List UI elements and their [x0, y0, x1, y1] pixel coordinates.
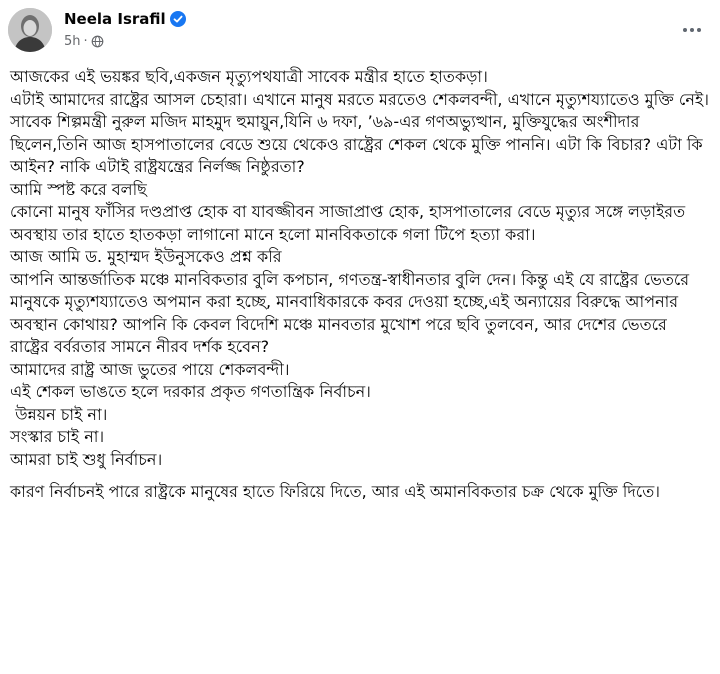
more-options-icon [690, 28, 694, 32]
post-meta [64, 34, 104, 49]
more-options-icon [683, 28, 687, 32]
avatar[interactable] [8, 8, 52, 52]
more-options-icon [697, 28, 701, 32]
post-header [8, 8, 712, 64]
avatar-photo-icon [8, 8, 52, 52]
post-paragraph: কারণ নির্বাচনই পারে রাষ্ট্রকে মানুষের হাতে ফিরিয়ে দিতে, আর এই অমানবিকতার চক্র থেকে মুক্তি দিতে। [10, 482, 660, 501]
post-time[interactable]: 5h [64, 34, 81, 49]
post-paragraph: আজকের এই ভয়ঙ্কর ছবি,একজন মৃত্যুপথযাত্রী সাবেক মন্ত্রীর হাতে হাতকড়া। এটাই আমাদের রাষ্ট্রের আসল চেহারা। এখানে মানুষ মরতে মরতেও শেকলবন্দী, এখানে মৃত্যুশয্যাতেও মুক্তি নেই। সাবেক শিল্পমন্ত্রী নুরুল মজিদ মাহমুদ হুমায়ুন,যিনি ৬ দফা, ’৬৯-এর গণঅভ্যুত্থান, মুক্তিযুদ্ধের অংশীদার ছিলেন,তিনি আজ হাসপাতালের বেডে শুয়ে থেকেও রাষ্ট্রের শেকল থেকে মুক্তি পাননি। এটা কি বিচার? এটা কি আইন? নাকি এটাই রাষ্ট্রযন্ত্রের নির্লজ্জ নিষ্ঠুরতা? আমি স্পষ্ট করে বলছি কোনো মানুষ ফাঁসির দণ্ডপ্রাপ্ত হোক বা যাবজ্জীবন সাজাপ্রাপ্ত হোক, হাসপাতালের বেডে মৃত্যুর সঙ্গে লড়াইরত অবস্থায় তার হাতে হাতকড়া লাগানো মানে হলো মানবিকতাকে গলা টিপে হত্যা করা। আজ আমি ড. মুহাম্মদ ইউনুসকেও প্রশ্ন করি আপনি আন্তর্জাতিক মঞ্চে মানবিকতার বুলি কপচান, গণতন্ত্র-স্বাধীনতার বুলি দেন। কিন্তু এই যে রাষ্ট্রের ভেতরে মানুষকে মৃত্যুশয্যাতেও অপমান করা হচ্ছে, মানবাধিকারকে কবর দেওয়া হচ্ছে,এই অন্যায়ের বিরুদ্ধে আপনার অবস্থান কোথায়? আপনি কি কেবল বিদেশি মঞ্চে মানবতার মুখোশ পরে ছবি তুলবেন, আর দেশের ভেতরে রাষ্ট্রের বর্বরতার সামনে নীরব দর্শক হবেন? আমাদের রাষ্ট্র আজ ভুতের পায়ে শেকলবন্দী। এই শেকল ভাঙতে হলে দরকার প্রকৃত গণতান্ত্রিক নির্বাচন। উন্নয়ন চাই না। সংস্কার চাই না। আমরা চাই শুধু নির্বাচন। [10, 67, 709, 469]
more-options-button[interactable] [680, 20, 704, 40]
meta-separator: · [83, 34, 88, 49]
globe-icon[interactable] [91, 35, 104, 48]
verified-badge-icon [170, 11, 186, 27]
author-name[interactable]: Neela Israfil [64, 10, 166, 28]
post-body [10, 66, 710, 504]
